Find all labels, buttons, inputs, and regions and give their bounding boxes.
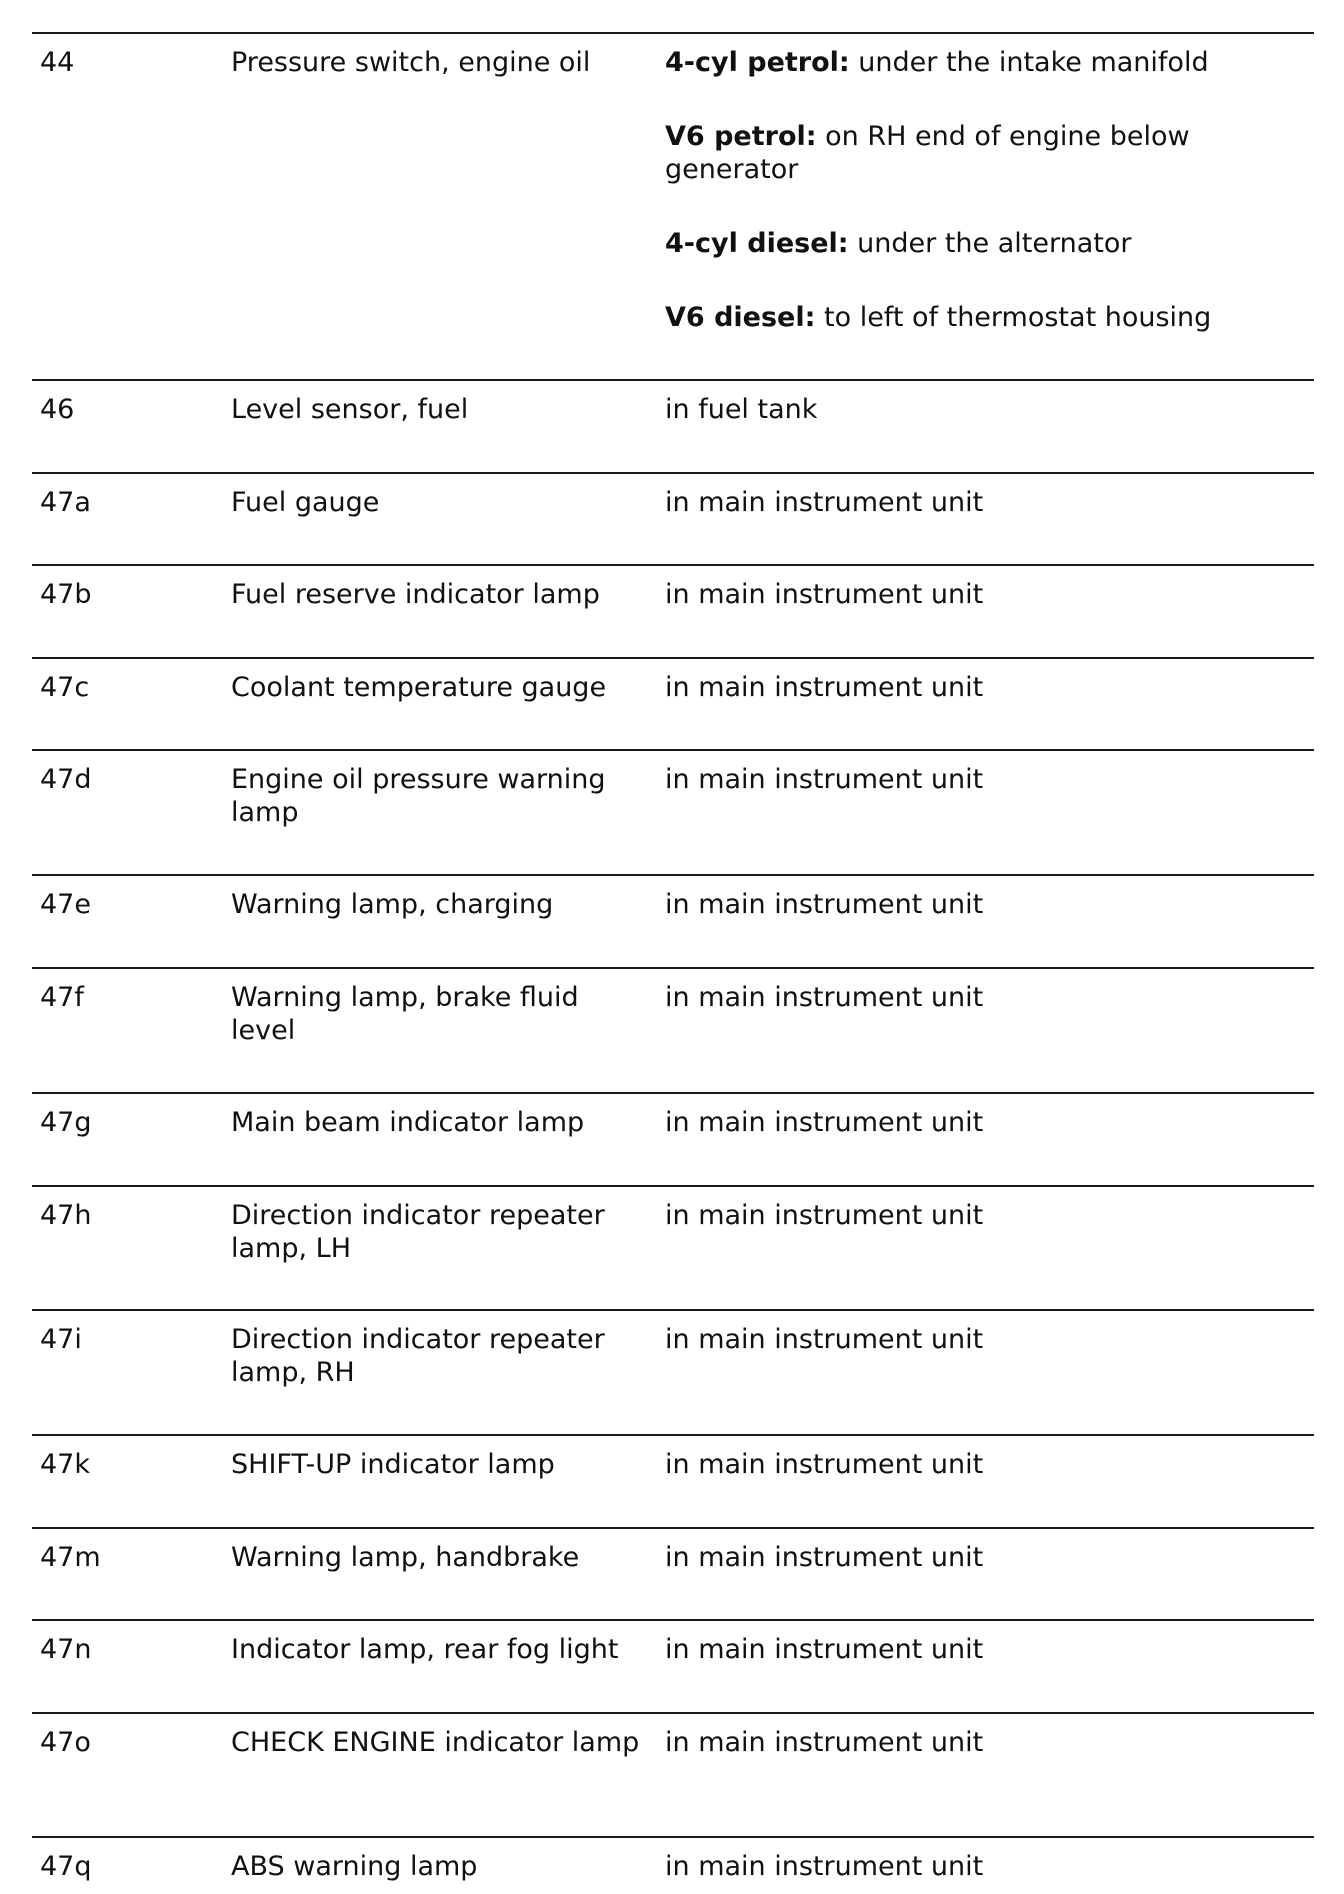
component-number: 47b: [40, 579, 92, 610]
location-text: in main instrument unit: [665, 1449, 984, 1480]
component-description: Warning lamp, charging: [231, 889, 554, 920]
location-entry: [665, 393, 1305, 426]
row-divider: [32, 874, 1314, 876]
component-number: 47c: [40, 672, 90, 703]
location-text: on RH end of engine below generator: [665, 121, 1190, 185]
row-divider: [32, 1092, 1314, 1094]
component-number: 47n: [40, 1634, 92, 1665]
component-description: Coolant temperature gauge: [231, 672, 607, 703]
location-entry: [665, 301, 1305, 334]
component-description: SHIFT-UP indicator lamp: [231, 1449, 555, 1480]
location-entry: [665, 1199, 1305, 1232]
component-description: Fuel reserve indicator lamp: [231, 579, 600, 610]
location-entry: [665, 1106, 1305, 1139]
location-entry: [665, 1448, 1305, 1481]
location-text: in main instrument unit: [665, 1851, 984, 1882]
component-location: [665, 393, 1305, 426]
location-text: in main instrument unit: [665, 1107, 984, 1138]
row-divider: [32, 32, 1314, 34]
location-entry: [665, 888, 1305, 921]
row-divider: [32, 1309, 1314, 1311]
component-location: [665, 486, 1305, 519]
engine-variant-label: 4-cyl diesel:: [665, 228, 849, 259]
component-location: [665, 671, 1305, 704]
component-location: [665, 1323, 1305, 1356]
engine-variant-label: 4-cyl petrol:: [665, 47, 850, 78]
location-entry: [665, 1541, 1305, 1574]
location-text: in main instrument unit: [665, 487, 984, 518]
component-number: 47e: [40, 889, 91, 920]
component-number: 47h: [40, 1200, 92, 1231]
component-number: 47i: [40, 1324, 82, 1355]
location-text: in main instrument unit: [665, 889, 984, 920]
component-description: Warning lamp, brake fluid level: [231, 982, 579, 1046]
location-entry: [665, 578, 1305, 611]
component-location: [665, 46, 1305, 334]
component-location: [665, 1448, 1305, 1481]
location-text: in main instrument unit: [665, 1324, 984, 1355]
location-entry: [665, 1323, 1305, 1356]
location-text: in main instrument unit: [665, 1634, 984, 1665]
component-location: [665, 1541, 1305, 1574]
component-number: 44: [40, 47, 75, 78]
component-description: Engine oil pressure warning lamp: [231, 764, 606, 828]
location-entry: [665, 486, 1305, 519]
location-entry: [665, 1726, 1305, 1759]
location-entry: [665, 227, 1305, 260]
component-location: [665, 1726, 1305, 1759]
location-text: in main instrument unit: [665, 764, 984, 795]
component-location: [665, 578, 1305, 611]
component-description: Direction indicator repeater lamp, RH: [231, 1324, 605, 1388]
component-number: 47a: [40, 487, 91, 518]
row-divider: [32, 1527, 1314, 1529]
component-number: 47d: [40, 764, 92, 795]
component-location: [665, 888, 1305, 921]
row-divider: [32, 472, 1314, 474]
component-location: [665, 763, 1305, 796]
row-divider: [32, 379, 1314, 381]
location-text: under the alternator: [848, 228, 1132, 259]
component-number: 47g: [40, 1107, 92, 1138]
row-divider: [32, 1434, 1314, 1436]
row-divider: [32, 564, 1314, 566]
component-number: 47f: [40, 982, 84, 1013]
location-entry: [665, 763, 1305, 796]
row-divider: [32, 1185, 1314, 1187]
component-description: Direction indicator repeater lamp, LH: [231, 1200, 605, 1264]
component-description: Fuel gauge: [231, 487, 380, 518]
engine-variant-label: V6 diesel:: [665, 302, 816, 333]
location-entry: [665, 46, 1305, 79]
component-description: CHECK ENGINE indicator lamp: [231, 1727, 640, 1758]
component-location: [665, 1850, 1305, 1883]
location-text: to left of thermostat housing: [815, 302, 1212, 333]
location-text: in main instrument unit: [665, 1200, 984, 1231]
row-divider: [32, 967, 1314, 969]
component-description: Level sensor, fuel: [231, 394, 469, 425]
component-number: 47o: [40, 1727, 91, 1758]
location-text: in main instrument unit: [665, 1727, 984, 1758]
row-divider: [32, 749, 1314, 751]
row-divider: [32, 1619, 1314, 1621]
component-number: 47m: [40, 1542, 101, 1573]
component-location: [665, 981, 1305, 1014]
engine-variant-label: V6 petrol:: [665, 121, 817, 152]
location-entry: [665, 120, 1305, 186]
component-location: [665, 1633, 1305, 1666]
location-entry: [665, 1850, 1305, 1883]
component-number: 47k: [40, 1449, 90, 1480]
component-description: Warning lamp, handbrake: [231, 1542, 580, 1573]
location-text: in main instrument unit: [665, 579, 984, 610]
component-description: ABS warning lamp: [231, 1851, 478, 1882]
location-text: in fuel tank: [665, 394, 818, 425]
location-entry: [665, 981, 1305, 1014]
component-location: [665, 1106, 1305, 1139]
location-text: in main instrument unit: [665, 982, 984, 1013]
location-text: in main instrument unit: [665, 672, 984, 703]
location-entry: [665, 1633, 1305, 1666]
location-text: under the intake manifold: [849, 47, 1209, 78]
component-description: Pressure switch, engine oil: [231, 47, 591, 78]
row-divider: [32, 1836, 1314, 1838]
row-divider: [32, 1712, 1314, 1714]
row-divider: [32, 657, 1314, 659]
component-location: [665, 1199, 1305, 1232]
component-number: 46: [40, 394, 75, 425]
component-description: Indicator lamp, rear fog light: [231, 1634, 619, 1665]
component-description: Main beam indicator lamp: [231, 1107, 585, 1138]
location-entry: [665, 671, 1305, 704]
location-text: in main instrument unit: [665, 1542, 984, 1573]
component-number: 47q: [40, 1851, 92, 1882]
